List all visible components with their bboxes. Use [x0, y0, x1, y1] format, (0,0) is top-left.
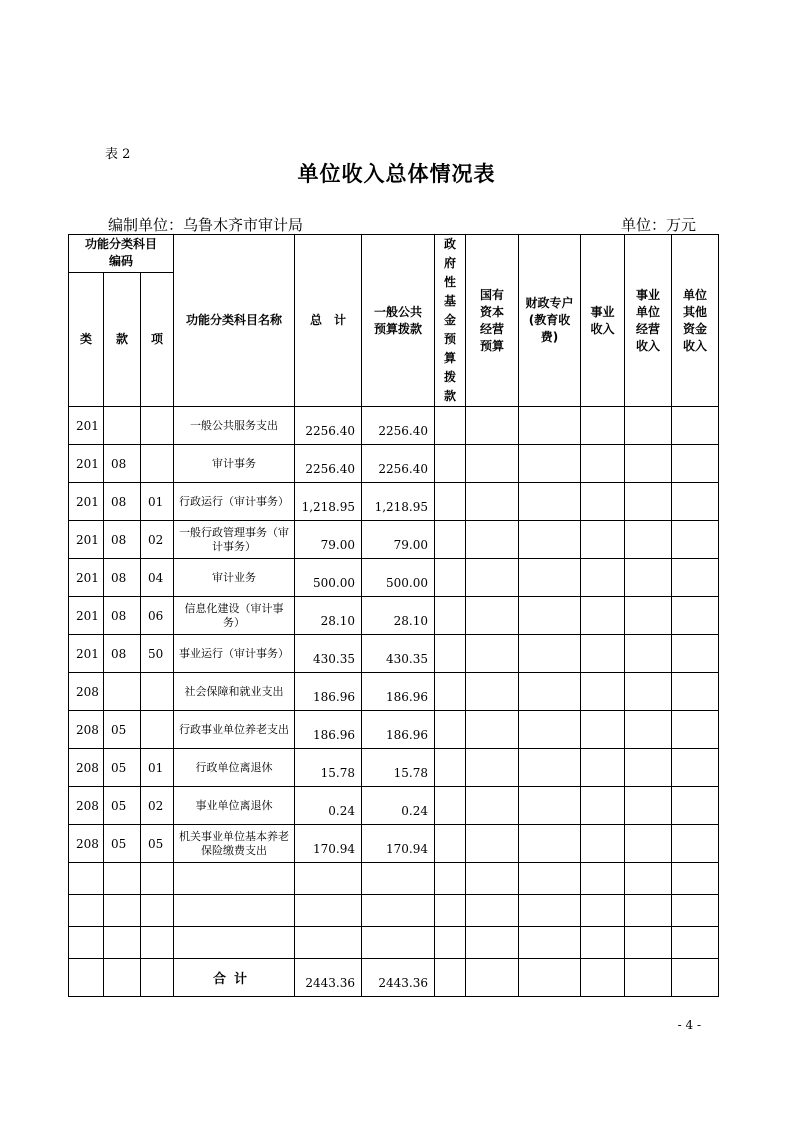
cell-empty: [362, 895, 435, 927]
cell-empty: [69, 863, 104, 895]
cell-empty: [581, 825, 625, 863]
cell-empty: [625, 895, 672, 927]
totals-label: 合计: [174, 959, 295, 997]
cell-lei: 208: [69, 825, 104, 863]
cell-kuan: [104, 407, 141, 445]
table-row: [69, 787, 719, 825]
cell-empty: [519, 597, 581, 635]
cell-empty: [672, 483, 719, 521]
cell-kuan: 08: [104, 635, 141, 673]
cell-empty: [672, 635, 719, 673]
cell-empty: [435, 597, 466, 635]
cell-empty: [581, 895, 625, 927]
cell-empty: [466, 863, 519, 895]
cell-kuan: 05: [104, 711, 141, 749]
cell-empty: [69, 959, 104, 997]
table-row: [69, 635, 719, 673]
cell-total: 15.78: [295, 749, 362, 787]
page-number: - 4 -: [677, 1018, 701, 1032]
cell-empty: [672, 825, 719, 863]
cell-empty: [466, 597, 519, 635]
cell-total: 0.24: [295, 787, 362, 825]
organization-label: 编制单位：乌鲁木齐市审计局: [108, 216, 304, 234]
cell-xiang: [141, 445, 174, 483]
cell-kuan: 05: [104, 787, 141, 825]
cell-kuan: 08: [104, 483, 141, 521]
cell-total: 170.94: [295, 825, 362, 863]
table-row: [69, 825, 719, 863]
cell-empty: [466, 673, 519, 711]
cell-empty: [362, 863, 435, 895]
cell-general: 79.00: [362, 521, 435, 559]
cell-kuan: [104, 673, 141, 711]
cell-empty: [435, 559, 466, 597]
cell-empty: [435, 673, 466, 711]
cell-total: 1,218.95: [295, 483, 362, 521]
cell-general: 186.96: [362, 711, 435, 749]
cell-empty: [519, 635, 581, 673]
cell-empty: [625, 959, 672, 997]
cell-empty: [435, 927, 466, 959]
cell-empty: [174, 895, 295, 927]
cell-empty: [581, 597, 625, 635]
header-total: 总 计: [295, 235, 362, 407]
cell-empty: [466, 635, 519, 673]
cell-empty: [466, 483, 519, 521]
cell-empty: [625, 673, 672, 711]
cell-general: 1,218.95: [362, 483, 435, 521]
cell-empty: [581, 711, 625, 749]
totals-general: 2443.36: [362, 959, 435, 997]
cell-empty: [104, 959, 141, 997]
cell-empty: [625, 635, 672, 673]
cell-empty: [581, 635, 625, 673]
cell-empty: [141, 895, 174, 927]
header-business-income: 事业收入: [581, 235, 625, 407]
cell-empty: [519, 863, 581, 895]
table-row: [69, 711, 719, 749]
cell-xiang: 50: [141, 635, 174, 673]
cell-empty: [581, 749, 625, 787]
cell-name: 事业运行（审计事务）: [174, 635, 295, 673]
cell-empty: [519, 787, 581, 825]
cell-empty: [625, 407, 672, 445]
cell-name: 审计事务: [174, 445, 295, 483]
cell-empty: [435, 445, 466, 483]
cell-xiang: 02: [141, 521, 174, 559]
cell-empty: [581, 521, 625, 559]
table-label: 表 2: [105, 147, 131, 162]
cell-empty: [625, 787, 672, 825]
table-row: [69, 673, 719, 711]
cell-empty: [581, 927, 625, 959]
table-row: [69, 407, 719, 445]
cell-xiang: 05: [141, 825, 174, 863]
cell-lei: 201: [69, 597, 104, 635]
cell-empty: [519, 559, 581, 597]
header-gov-fund: 政府性基金预算拨款: [435, 235, 466, 407]
cell-empty: [104, 895, 141, 927]
cell-total: 79.00: [295, 521, 362, 559]
cell-empty: [625, 559, 672, 597]
header-name: 功能分类科目名称: [174, 235, 295, 407]
cell-lei: 208: [69, 711, 104, 749]
cell-empty: [69, 927, 104, 959]
cell-empty: [435, 635, 466, 673]
cell-empty: [141, 927, 174, 959]
cell-total: 430.35: [295, 635, 362, 673]
cell-empty: [625, 749, 672, 787]
cell-name: 行政单位离退休: [174, 749, 295, 787]
header-xiang: 项: [141, 272, 174, 406]
cell-empty: [672, 521, 719, 559]
cell-empty: [581, 863, 625, 895]
cell-xiang: 01: [141, 749, 174, 787]
cell-empty: [435, 959, 466, 997]
cell-empty: [519, 673, 581, 711]
cell-empty: [519, 959, 581, 997]
cell-name: 社会保障和就业支出: [174, 673, 295, 711]
cell-empty: [466, 825, 519, 863]
cell-empty: [295, 927, 362, 959]
cell-xiang: [141, 407, 174, 445]
cell-empty: [672, 863, 719, 895]
cell-empty: [581, 445, 625, 483]
cell-empty: [435, 407, 466, 445]
cell-xiang: [141, 673, 174, 711]
cell-empty: [519, 483, 581, 521]
table-row: [69, 559, 719, 597]
cell-empty: [581, 407, 625, 445]
cell-empty: [466, 521, 519, 559]
cell-empty: [104, 863, 141, 895]
cell-empty: [625, 927, 672, 959]
totals-row: [69, 959, 719, 997]
cell-empty: [519, 445, 581, 483]
cell-total: 500.00: [295, 559, 362, 597]
cell-empty: [141, 863, 174, 895]
cell-xiang: 01: [141, 483, 174, 521]
income-table: [68, 234, 719, 997]
cell-name: 事业单位离退休: [174, 787, 295, 825]
cell-empty: [466, 445, 519, 483]
cell-name: 信息化建设（审计事务）: [174, 597, 295, 635]
document-title: 单位收入总体情况表: [297, 161, 496, 186]
unit-label: 单位：万元: [620, 216, 696, 234]
cell-empty: [435, 787, 466, 825]
cell-xiang: 04: [141, 559, 174, 597]
cell-kuan: 05: [104, 825, 141, 863]
cell-empty: [435, 863, 466, 895]
cell-empty: [295, 863, 362, 895]
header-kuan: 款: [104, 272, 141, 406]
cell-kuan: 05: [104, 749, 141, 787]
cell-kuan: 08: [104, 521, 141, 559]
cell-empty: [672, 927, 719, 959]
cell-empty: [672, 673, 719, 711]
cell-empty: [672, 749, 719, 787]
header-code-group: 功能分类科目编码: [69, 235, 174, 273]
cell-empty: [435, 749, 466, 787]
cell-general: 15.78: [362, 749, 435, 787]
table-row-empty: [69, 895, 719, 927]
cell-lei: 201: [69, 445, 104, 483]
cell-empty: [435, 711, 466, 749]
cell-name: 行政运行（审计事务）: [174, 483, 295, 521]
cell-empty: [625, 483, 672, 521]
cell-empty: [174, 927, 295, 959]
header-other-income: 单位其他资金收入: [672, 235, 719, 407]
cell-empty: [519, 927, 581, 959]
cell-empty: [672, 895, 719, 927]
cell-empty: [625, 711, 672, 749]
cell-general: 500.00: [362, 559, 435, 597]
cell-total: 186.96: [295, 673, 362, 711]
cell-lei: 208: [69, 787, 104, 825]
cell-empty: [466, 959, 519, 997]
cell-name: 机关事业单位基本养老保险缴费支出: [174, 825, 295, 863]
cell-empty: [519, 407, 581, 445]
header-general-budget: 一般公共预算拨款: [362, 235, 435, 407]
cell-empty: [581, 483, 625, 521]
cell-empty: [466, 787, 519, 825]
cell-empty: [466, 749, 519, 787]
cell-empty: [519, 711, 581, 749]
cell-kuan: 08: [104, 559, 141, 597]
cell-empty: [104, 927, 141, 959]
cell-name: 行政事业单位养老支出: [174, 711, 295, 749]
cell-xiang: 06: [141, 597, 174, 635]
cell-empty: [466, 927, 519, 959]
cell-empty: [466, 895, 519, 927]
cell-total: 186.96: [295, 711, 362, 749]
cell-empty: [672, 597, 719, 635]
cell-empty: [625, 445, 672, 483]
cell-empty: [581, 673, 625, 711]
cell-name: 审计业务: [174, 559, 295, 597]
cell-general: 186.96: [362, 673, 435, 711]
cell-general: 2256.40: [362, 445, 435, 483]
cell-empty: [519, 895, 581, 927]
cell-lei: 201: [69, 483, 104, 521]
cell-xiang: [141, 711, 174, 749]
cell-general: 170.94: [362, 825, 435, 863]
cell-empty: [435, 483, 466, 521]
cell-empty: [672, 787, 719, 825]
cell-xiang: 02: [141, 787, 174, 825]
cell-empty: [672, 407, 719, 445]
cell-empty: [581, 787, 625, 825]
cell-lei: 208: [69, 673, 104, 711]
table-row-empty: [69, 927, 719, 959]
cell-lei: 208: [69, 749, 104, 787]
cell-empty: [625, 825, 672, 863]
cell-empty: [672, 711, 719, 749]
cell-empty: [69, 895, 104, 927]
cell-empty: [519, 521, 581, 559]
cell-empty: [581, 559, 625, 597]
header-lei: 类: [69, 272, 104, 406]
cell-empty: [174, 863, 295, 895]
cell-total: 2256.40: [295, 407, 362, 445]
cell-empty: [672, 445, 719, 483]
cell-empty: [672, 559, 719, 597]
header-fiscal-special: 财政专户(教育收费): [519, 235, 581, 407]
cell-kuan: 08: [104, 597, 141, 635]
cell-lei: 201: [69, 635, 104, 673]
cell-general: 28.10: [362, 597, 435, 635]
cell-empty: [435, 895, 466, 927]
table-row: [69, 445, 719, 483]
cell-empty: [625, 521, 672, 559]
cell-empty: [672, 959, 719, 997]
cell-kuan: 08: [104, 445, 141, 483]
cell-empty: [466, 407, 519, 445]
cell-empty: [141, 959, 174, 997]
cell-empty: [581, 959, 625, 997]
table-row-empty: [69, 863, 719, 895]
cell-empty: [466, 711, 519, 749]
cell-general: 2256.40: [362, 407, 435, 445]
cell-name: 一般公共服务支出: [174, 407, 295, 445]
cell-empty: [625, 597, 672, 635]
cell-name: 一般行政管理事务（审计事务）: [174, 521, 295, 559]
cell-total: 28.10: [295, 597, 362, 635]
table-row: [69, 749, 719, 787]
cell-empty: [519, 825, 581, 863]
cell-empty: [519, 749, 581, 787]
cell-empty: [625, 863, 672, 895]
totals-total: 2443.36: [295, 959, 362, 997]
cell-empty: [295, 895, 362, 927]
cell-empty: [435, 825, 466, 863]
table-row: [69, 483, 719, 521]
cell-empty: [466, 559, 519, 597]
cell-general: 430.35: [362, 635, 435, 673]
table-row: [69, 597, 719, 635]
cell-lei: 201: [69, 521, 104, 559]
table-row: [69, 521, 719, 559]
cell-lei: 201: [69, 407, 104, 445]
cell-empty: [435, 521, 466, 559]
cell-lei: 201: [69, 559, 104, 597]
cell-total: 2256.40: [295, 445, 362, 483]
cell-general: 0.24: [362, 787, 435, 825]
header-state-capital: 国有资本经营预算: [466, 235, 519, 407]
header-unit-operating: 事业单位经营收入: [625, 235, 672, 407]
cell-empty: [362, 927, 435, 959]
